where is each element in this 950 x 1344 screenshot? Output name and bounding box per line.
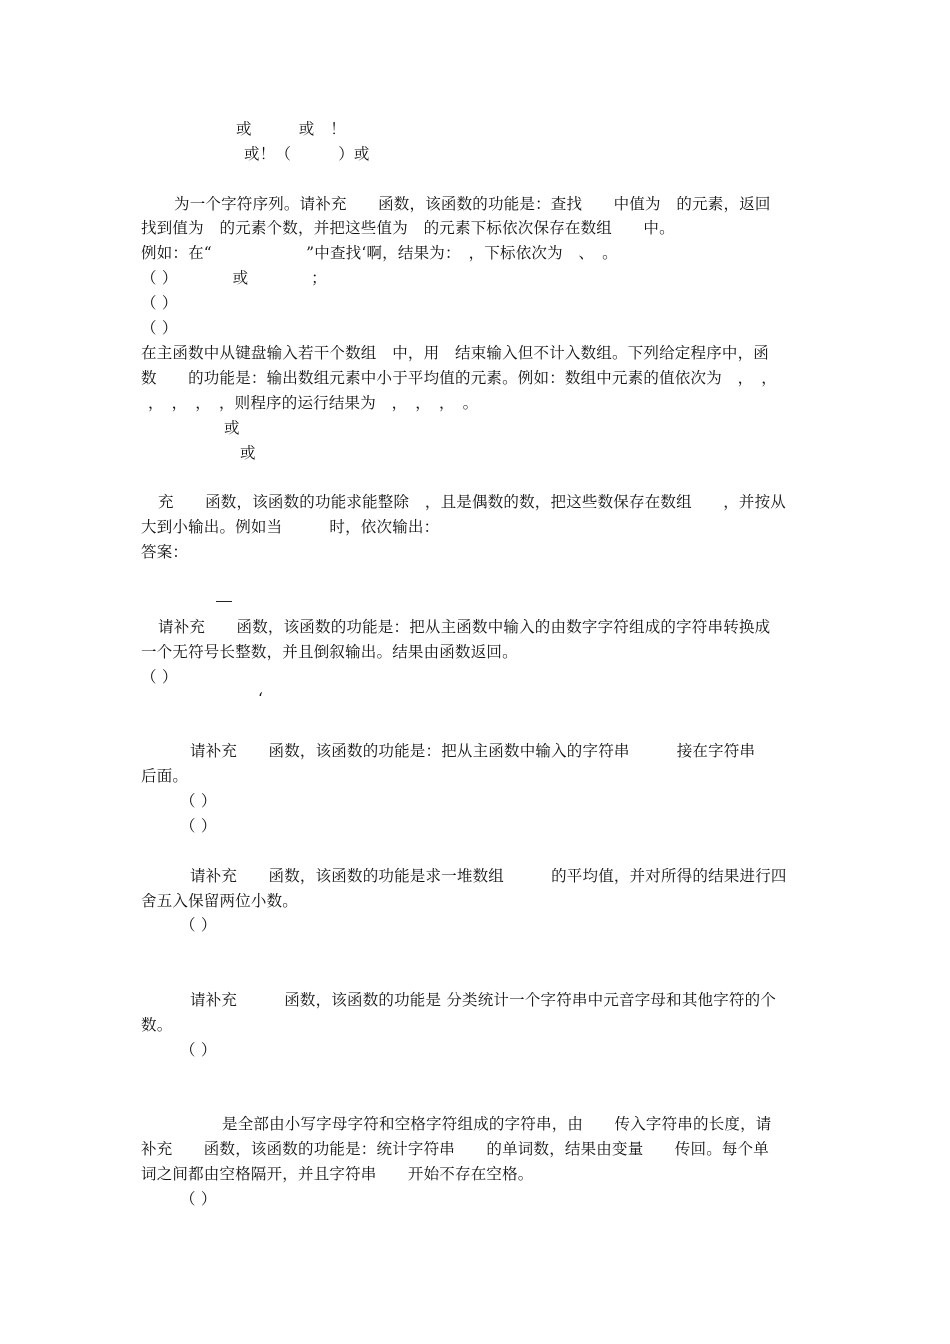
text-line: （ ） <box>141 668 178 686</box>
text-line: 找到值为 的元素个数，并把这些值为 的元素下标依次保存在数组 中。 <box>141 219 675 237</box>
text-line: （ ） <box>141 294 178 312</box>
text-line: 在主函数中从键盘输入若干个数组 中，用 结束输入但不计入数组。下列给定程序中，函 <box>141 344 770 362</box>
text-line: ‘ <box>258 690 264 708</box>
text-line: （ ） <box>180 792 217 810</box>
dash-mark <box>216 601 232 602</box>
text-line: 是全部由小写字母字符和空格字符组成的字符串，由 传入字符串的长度，请 <box>222 1115 772 1133</box>
text-line: 充 函数，该函数的功能求能整除 ，且是偶数的数，把这些数保存在数组 ，并按从 <box>158 493 787 511</box>
text-line: 或 或 ！ <box>236 120 346 138</box>
text-line: 大到小输出。例如当 时，依次输出： <box>141 518 440 536</box>
text-line: （ ） <box>180 1041 217 1059</box>
text-line: 数。 <box>141 1016 173 1034</box>
text-line: 补充 函数，该函数的功能是：统计字符串 的单词数，结果由变量 传回。每个单 <box>141 1140 770 1158</box>
text-line: 后面。 <box>141 767 189 785</box>
text-line: 请补充 函数，该函数的功能是：把从主函数中输入的由数字字符组成的字符串转换成 <box>158 618 771 636</box>
text-line: （ ） <box>180 1190 217 1208</box>
text-line: 请补充 函数，该函数的功能是 分类统计一个字符串中元音字母和其他字符的个 <box>190 991 777 1009</box>
text-line: 请补充 函数，该函数的功能是：把从主函数中输入的字符串 接在字符串 <box>190 742 756 760</box>
text-line: ， ， ， ，则程序的运行结果为 ， ， ， 。 <box>148 394 479 412</box>
text-line: 或！（ ）或 <box>244 145 370 163</box>
text-line: （ ） <box>141 319 178 337</box>
text-line: 舍五入保留两位小数。 <box>141 892 299 910</box>
text-line: 或 <box>224 419 240 437</box>
text-line: 或 <box>240 444 256 462</box>
text-line: 例如：在“ ”中查找‘啊，结果为： ，下标依次为 、 。 <box>141 244 618 262</box>
text-line: 请补充 函数，该函数的功能是求一堆数组 的平均值，并对所得的结果进行四 <box>190 867 787 885</box>
text-line: 一个无符号长整数，并且倒叙输出。结果由函数返回。 <box>141 643 518 661</box>
text-line: （ ） 或 ； <box>141 269 327 287</box>
text-line: 答案： <box>141 543 189 561</box>
text-line: 数 的功能是：输出数组元素中小于平均值的元素。例如：数组中元素的值依次为 ， ， <box>141 369 777 387</box>
text-line: （ ） <box>180 817 217 835</box>
text-line: 为一个字符序列。请补充 函数，该函数的功能是：查找 中值为 的元素，返回 <box>174 195 771 213</box>
text-line: 词之间都由空格隔开，并且字符串 开始不存在空格。 <box>141 1165 534 1183</box>
text-line: （ ） <box>180 916 217 934</box>
